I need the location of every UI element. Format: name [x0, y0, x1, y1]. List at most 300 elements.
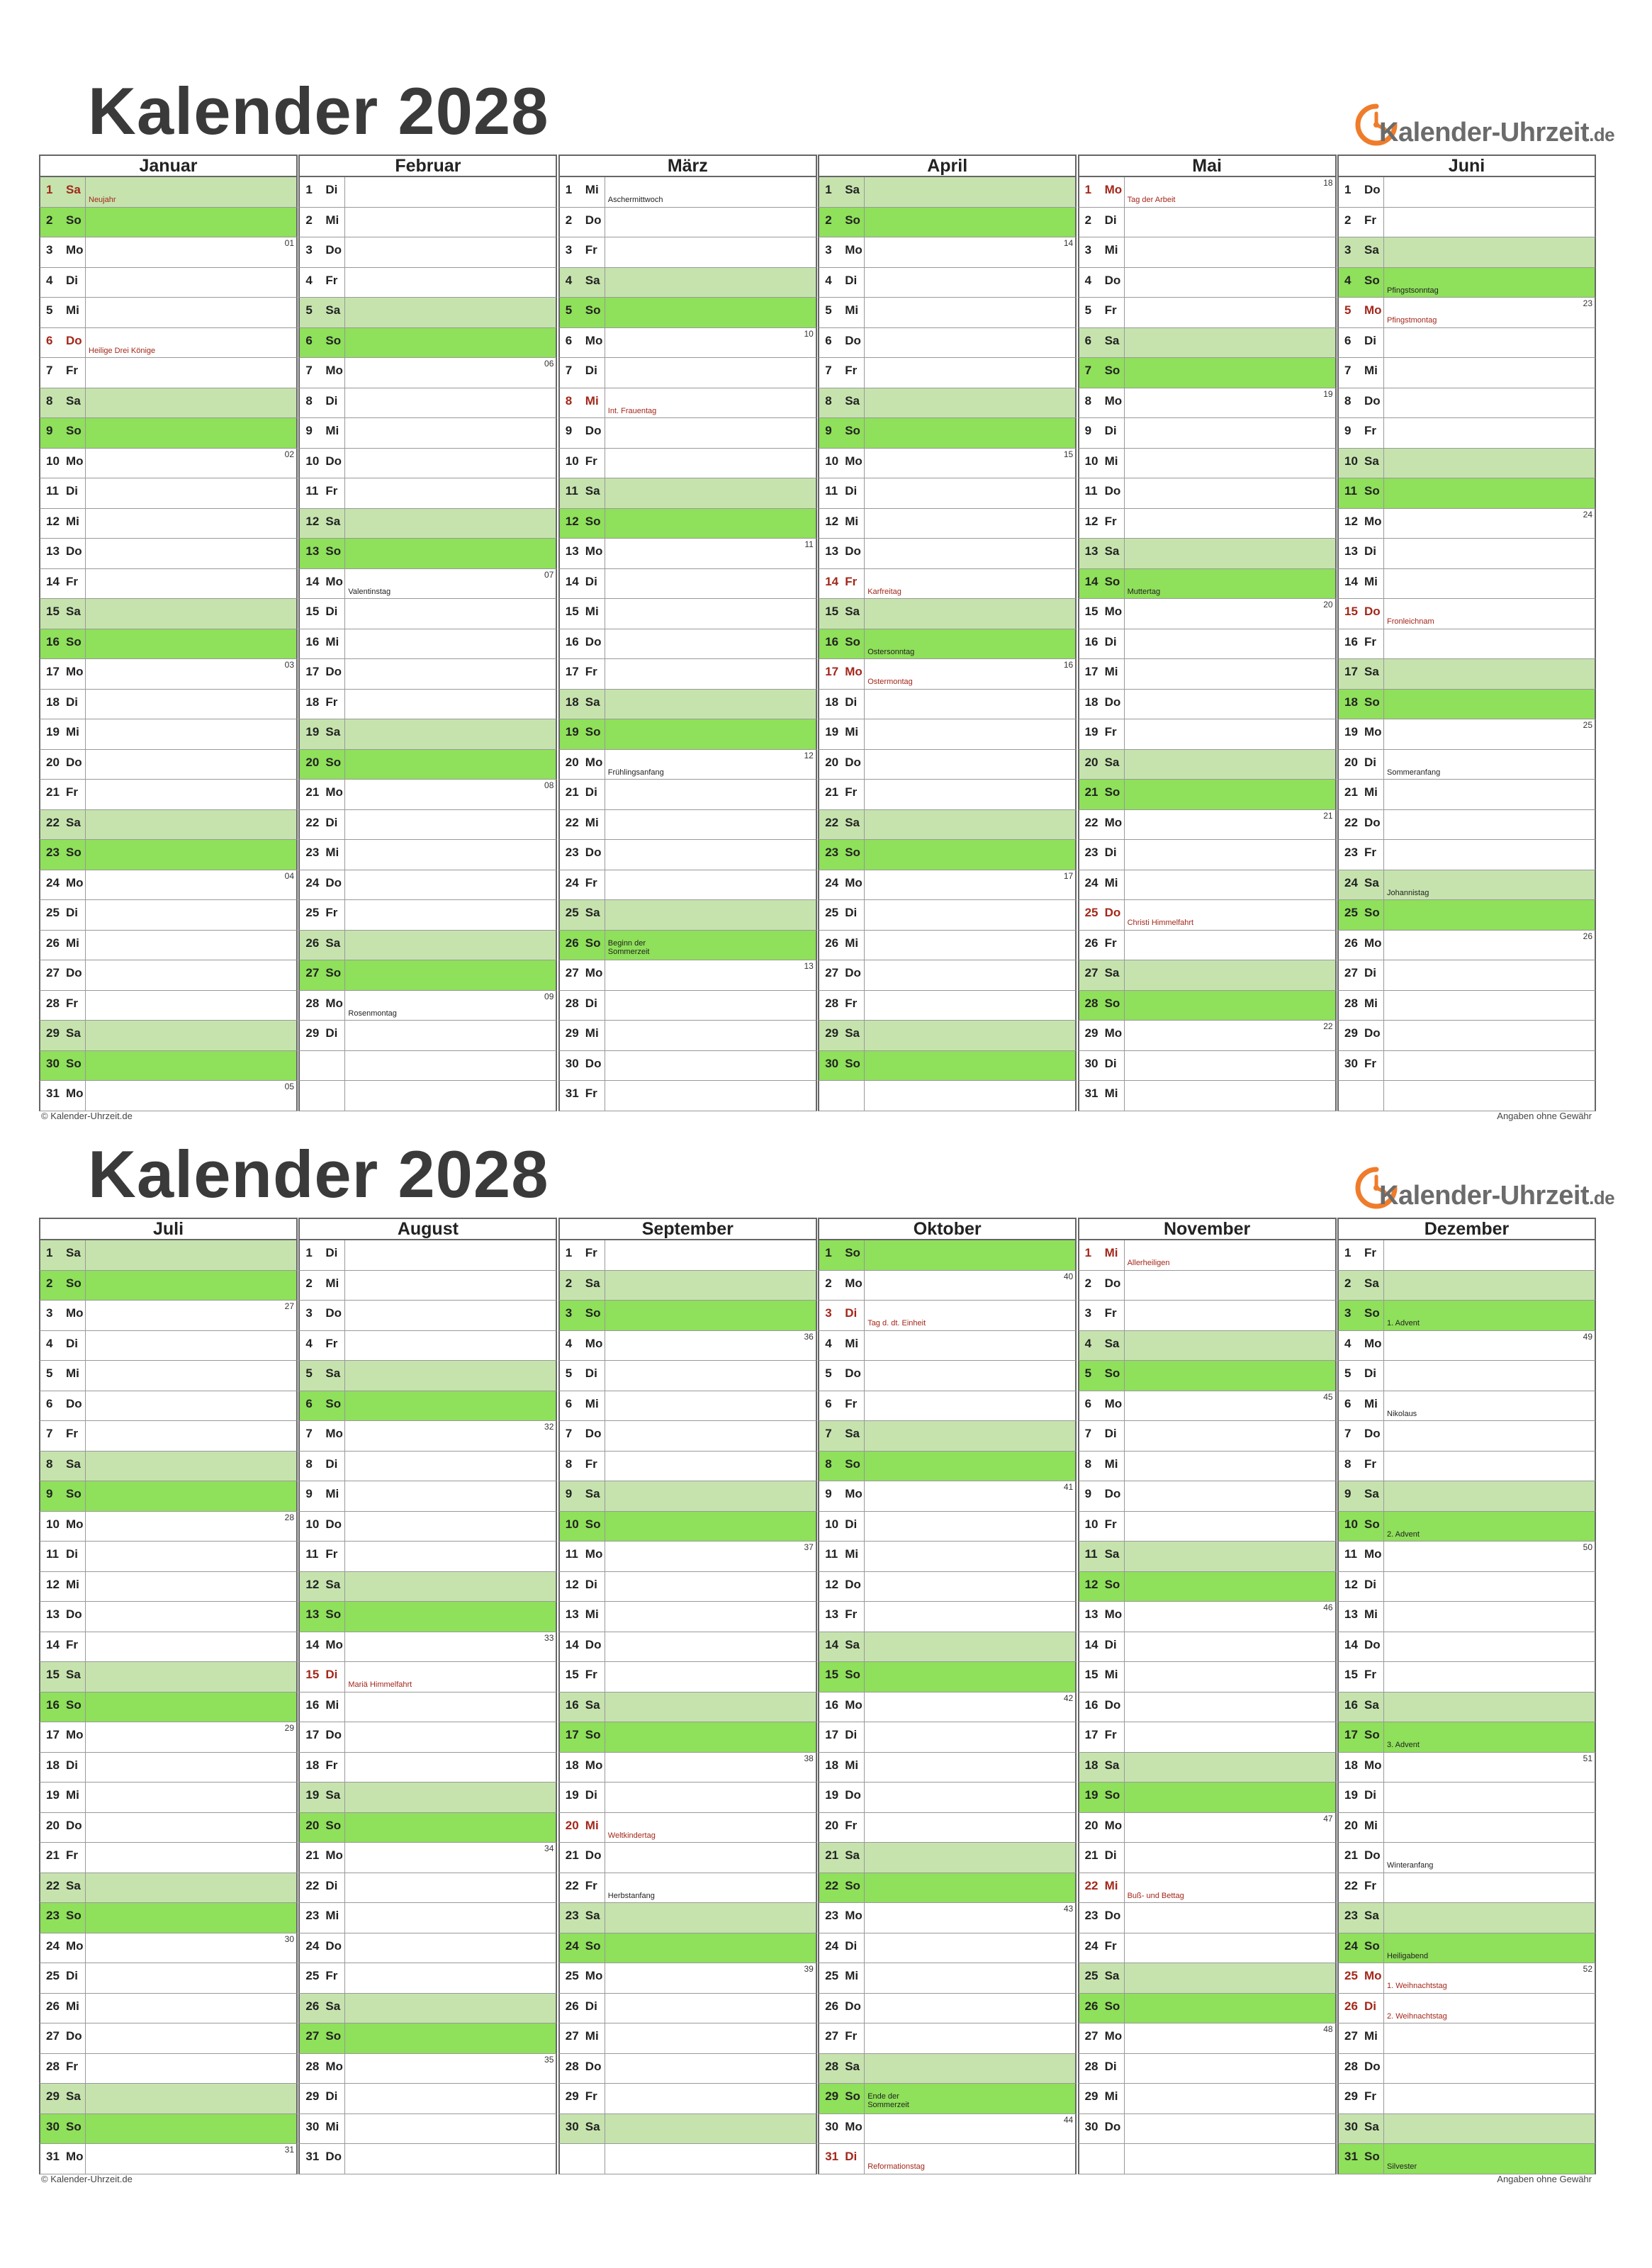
day-row [1078, 478, 1337, 509]
day-row [39, 1813, 298, 1843]
month-column [39, 155, 298, 1111]
day-number: 15 [46, 605, 60, 618]
day-number: 9 [825, 424, 832, 437]
day-row [818, 2054, 1077, 2084]
weekday-label: Mi [66, 1788, 79, 1802]
weekday-label: So [1104, 785, 1120, 799]
weekday-label: Di [1364, 755, 1376, 769]
weekday-label: So [845, 2089, 860, 2103]
day-row [298, 1331, 557, 1362]
day-number: 4 [305, 273, 313, 287]
weekday-label: So [1364, 695, 1380, 709]
day-number: 22 [46, 815, 60, 829]
day-row [298, 449, 557, 479]
day-row [818, 1813, 1077, 1843]
day-number: 2 [1084, 1276, 1092, 1290]
day-number: 12 [565, 1577, 579, 1591]
weekday-label: Sa [585, 1276, 600, 1290]
weekday-label: Di [66, 273, 78, 287]
weekday-label: Di [845, 1938, 858, 1953]
holiday-label: Karfreitag [867, 587, 901, 596]
weekday-label: Do [1104, 484, 1121, 498]
weekday-label: Mi [325, 634, 339, 649]
day-row [1337, 449, 1596, 479]
weekday-label: Di [1364, 1788, 1376, 1802]
weekday-label: Mi [585, 1396, 599, 1410]
weekday-label: Sa [66, 1246, 81, 1259]
holiday-label: Mariä Himmelfahrt [348, 1680, 412, 1689]
weekday-label: Mo [1104, 605, 1123, 618]
weekday-label: Mi [325, 213, 339, 227]
day-row [558, 1421, 817, 1452]
weekday-label: So [325, 1396, 342, 1410]
weekday-label: Do [585, 424, 602, 437]
weekday-label: Di [1364, 1999, 1376, 2013]
day-row [298, 780, 557, 810]
day-row [818, 1452, 1077, 1482]
holiday-label: Weltkindertag [607, 1831, 656, 1840]
copyright-footer: © Kalender-Uhrzeit.de [41, 1111, 133, 1121]
weekday-label: Fr [1104, 936, 1117, 950]
day-row [1337, 1632, 1596, 1663]
weekday-label: Mi [585, 393, 599, 408]
day-number: 30 [825, 1056, 839, 1070]
weekday-label: Fr [585, 243, 597, 257]
day-row [1078, 1240, 1337, 1271]
weekday-label: Mi [845, 1547, 859, 1561]
day-row [558, 750, 817, 780]
week-number: 25 [1583, 720, 1592, 730]
day-row [1337, 1240, 1596, 1271]
weekday-label: Mi [585, 1818, 599, 1832]
weekday-label: Sa [585, 2119, 600, 2133]
month-column [39, 1218, 298, 2174]
day-row [558, 931, 817, 961]
weekday-label: Fr [1364, 424, 1376, 437]
holiday-label: Int. Frauentag [607, 406, 657, 415]
day-row [298, 629, 557, 660]
weekday-label: Sa [66, 1026, 81, 1040]
day-number: 18 [825, 695, 839, 709]
weekday-label: Mi [1364, 574, 1378, 588]
day-number: 17 [825, 1728, 839, 1741]
holiday-label: Fronleichnam [1387, 617, 1434, 626]
day-row [39, 177, 298, 208]
day-number: 22 [1084, 1878, 1098, 1892]
day-row [39, 780, 298, 810]
day-number: 26 [305, 936, 320, 950]
day-number: 1 [1084, 183, 1092, 196]
day-row [558, 991, 817, 1021]
day-row [818, 991, 1077, 1021]
day-number: 14 [305, 574, 320, 588]
day-row [1337, 388, 1596, 419]
week-number: 42 [1063, 1692, 1074, 1703]
day-number: 15 [46, 1668, 60, 1681]
weekday-label: Di [325, 393, 338, 408]
weekday-label: Do [325, 243, 342, 257]
day-number: 25 [305, 906, 320, 919]
weekday-label: Mi [1104, 243, 1118, 257]
week-number: 50 [1583, 1542, 1592, 1552]
weekday-label: Do [845, 1999, 861, 2013]
weekday-label: Sa [585, 1697, 600, 1712]
day-number: 17 [1084, 1728, 1098, 1741]
day-row [39, 870, 298, 901]
calendar-sheet [0, 1063, 1652, 2197]
day-number: 23 [46, 846, 60, 859]
day-row [1337, 810, 1596, 841]
day-number: 27 [825, 2029, 839, 2043]
day-number: 13 [305, 544, 320, 558]
day-number: 1 [1084, 1246, 1092, 1259]
day-number: 3 [1344, 243, 1352, 257]
weekday-label: Fr [1364, 1668, 1376, 1681]
weekday-label: So [585, 1728, 601, 1741]
copyright-footer: © Kalender-Uhrzeit.de [41, 2174, 133, 2184]
day-number: 7 [1084, 364, 1092, 377]
day-row [818, 1903, 1077, 1933]
day-number: 26 [825, 936, 839, 950]
week-number: 24 [1583, 509, 1592, 520]
day-number: 22 [825, 1878, 839, 1892]
day-row [558, 478, 817, 509]
day-row [39, 599, 298, 629]
day-row [39, 298, 298, 328]
day-number: 30 [565, 1056, 579, 1070]
day-number: 31 [305, 2150, 320, 2163]
day-number: 22 [1344, 1878, 1358, 1892]
weekday-label: Mi [1364, 785, 1378, 799]
holiday-label: Ostermontag [867, 678, 913, 686]
day-number: 28 [1084, 2059, 1098, 2073]
day-row [818, 509, 1077, 539]
weekday-label: So [585, 1517, 601, 1531]
week-number: 23 [1583, 298, 1592, 308]
day-number: 30 [1344, 2119, 1358, 2133]
day-number: 25 [46, 906, 60, 919]
day-number: 23 [46, 1909, 60, 1922]
day-number: 13 [825, 544, 839, 558]
day-number: 21 [1344, 785, 1358, 799]
day-row [298, 1753, 557, 1783]
weekday-label: Do [66, 1607, 82, 1621]
weekday-label: Mo [325, 574, 343, 588]
weekday-label: Sa [66, 1456, 81, 1471]
weekday-label: Sa [325, 303, 341, 317]
day-number: 4 [305, 1336, 313, 1350]
day-number: 18 [565, 695, 579, 709]
weekday-label: Mi [325, 2119, 339, 2133]
day-row [298, 2114, 557, 2145]
weekday-label: Fr [1104, 514, 1117, 528]
day-row [1078, 1903, 1337, 1933]
day-number: 18 [1344, 1758, 1358, 1772]
weekday-label: So [1364, 1306, 1380, 1320]
weekday-label: Fr [585, 454, 597, 468]
day-number: 9 [1344, 1487, 1352, 1500]
day-row [558, 1572, 817, 1602]
day-row [818, 539, 1077, 569]
day-number: 6 [825, 333, 832, 347]
day-row [818, 1271, 1077, 1301]
day-row [298, 1240, 557, 1271]
day-row [39, 1572, 298, 1602]
day-number: 28 [565, 996, 579, 1010]
holiday-label: Valentinstag [348, 587, 391, 596]
day-row [298, 1873, 557, 1904]
day-number: 17 [305, 665, 320, 678]
day-number: 13 [46, 1607, 60, 1621]
holiday-label: Pfingstmontag [1387, 316, 1437, 325]
weekday-label: Sa [585, 273, 600, 287]
day-row [298, 418, 557, 449]
day-row [39, 1481, 298, 1512]
day-number: 21 [825, 1848, 839, 1862]
weekday-label: Mi [1104, 1668, 1118, 1681]
day-number: 27 [1084, 966, 1098, 979]
day-number: 24 [1084, 1938, 1098, 1953]
day-row [558, 1271, 817, 1301]
day-row [818, 659, 1077, 690]
holiday-label: Rosenmontag [348, 1009, 397, 1018]
day-number: 29 [305, 1026, 320, 1040]
day-number: 3 [825, 1306, 832, 1320]
day-row [1337, 237, 1596, 268]
day-row [1078, 539, 1337, 569]
day-number: 7 [825, 364, 832, 377]
weekday-label: Mi [1104, 1087, 1118, 1100]
day-number: 27 [565, 2029, 579, 2043]
day-number: 5 [565, 303, 573, 317]
weekday-label: Fr [845, 2029, 858, 2043]
day-row [558, 1813, 817, 1843]
day-row [298, 960, 557, 991]
day-number: 4 [825, 1336, 832, 1350]
day-number: 4 [46, 1336, 53, 1350]
weekday-label: Mo [1364, 303, 1382, 317]
day-row [1078, 1963, 1337, 1994]
week-number: 36 [804, 1331, 814, 1342]
day-row [1337, 1963, 1596, 1994]
day-number: 11 [1084, 1547, 1098, 1561]
day-row [39, 208, 298, 238]
day-number: 25 [565, 906, 579, 919]
weekday-label: Fr [585, 1087, 597, 1100]
weekday-label: Mi [66, 303, 79, 317]
weekday-label: Di [845, 1306, 858, 1320]
day-row [818, 358, 1077, 388]
day-number: 29 [1344, 2089, 1358, 2103]
week-number: 40 [1063, 1271, 1074, 1281]
day-number: 8 [46, 1456, 53, 1471]
day-row [1337, 2023, 1596, 2054]
day-number: 2 [1344, 213, 1352, 227]
weekday-label: Sa [585, 1487, 600, 1500]
day-row [558, 2144, 817, 2174]
weekday-label: Sa [1364, 1487, 1379, 1500]
weekday-label: Do [66, 755, 82, 769]
day-number: 12 [1084, 514, 1098, 528]
day-row [1337, 1391, 1596, 1422]
day-number: 7 [1344, 1427, 1352, 1440]
day-number: 4 [1344, 273, 1352, 287]
day-row [1078, 1783, 1337, 1813]
day-number: 3 [565, 243, 573, 257]
weekday-label: Di [325, 2089, 338, 2103]
day-row [1337, 1572, 1596, 1602]
weekday-label: Mi [325, 1276, 339, 1290]
weekday-label: Di [1104, 1637, 1117, 1651]
day-number: 16 [305, 634, 320, 649]
weekday-label: Mi [1104, 1456, 1118, 1471]
weekday-label: Mi [325, 1697, 339, 1712]
day-row [818, 237, 1077, 268]
holiday-label: Buß- und Bettag [1127, 1891, 1184, 1900]
day-number: 7 [305, 364, 313, 377]
day-row [558, 237, 817, 268]
weekday-label: Mi [1104, 1878, 1118, 1892]
holiday-label: Frühlingsanfang [607, 768, 664, 777]
day-number: 5 [1344, 303, 1352, 317]
day-row [818, 1021, 1077, 1051]
day-number: 16 [565, 1697, 579, 1712]
month-column [558, 1218, 817, 2174]
day-number: 10 [46, 454, 60, 468]
day-number: 10 [46, 1517, 60, 1531]
weekday-label: So [845, 1456, 860, 1471]
holiday-label: Silvester [1387, 2162, 1417, 2171]
day-row [558, 208, 817, 238]
day-number: 23 [1084, 846, 1098, 859]
day-row [1078, 328, 1337, 359]
day-number: 12 [1344, 514, 1358, 528]
day-number: 12 [825, 1577, 839, 1591]
weekday-label: Fr [1104, 1306, 1117, 1320]
weekday-label: Di [1104, 213, 1117, 227]
day-number: 14 [1344, 574, 1358, 588]
weekday-label: Do [585, 1427, 602, 1440]
weekday-label: Mo [66, 2150, 84, 2163]
day-row [1078, 298, 1337, 328]
week-number: 43 [1063, 1904, 1074, 1914]
weekday-label: So [585, 514, 601, 528]
weekday-label: Di [66, 695, 78, 709]
day-number: 3 [305, 1306, 313, 1320]
day-row [818, 719, 1077, 750]
weekday-label: Fr [1104, 303, 1117, 317]
day-row [39, 659, 298, 690]
weekday-label: So [66, 2119, 82, 2133]
weekday-label: Mo [585, 755, 603, 769]
weekday-label: Di [845, 2150, 858, 2163]
day-number: 9 [46, 1487, 53, 1500]
day-number: 11 [565, 484, 578, 498]
day-row [558, 328, 817, 359]
weekday-label: Do [845, 755, 861, 769]
day-number: 5 [46, 303, 53, 317]
day-number: 5 [565, 1366, 573, 1380]
day-number: 7 [825, 1427, 832, 1440]
weekday-label: Mo [845, 2119, 862, 2133]
week-number: 35 [544, 2054, 554, 2065]
weekday-label: Sa [1104, 1969, 1120, 1982]
day-row [818, 1421, 1077, 1452]
weekday-label: Fr [325, 484, 338, 498]
day-number: 18 [1084, 1758, 1098, 1772]
weekday-label: Di [325, 1456, 338, 1471]
weekday-label: Fr [325, 1547, 338, 1561]
holiday-label: Nikolaus [1387, 1409, 1417, 1418]
day-row [818, 1843, 1077, 1873]
day-number: 31 [1084, 1087, 1098, 1100]
weekday-label: Mo [325, 2059, 343, 2073]
day-number: 7 [565, 364, 573, 377]
day-row [818, 1481, 1077, 1512]
day-row [1337, 539, 1596, 569]
day-number: 15 [305, 1668, 320, 1681]
weekday-label: Mi [845, 936, 859, 950]
day-row [298, 569, 557, 600]
day-number: 25 [565, 1969, 579, 1982]
day-row [1337, 2054, 1596, 2084]
week-number: 20 [1323, 600, 1333, 610]
weekday-label: So [325, 1607, 342, 1621]
weekday-label: Mi [325, 424, 339, 437]
day-number: 8 [825, 1456, 832, 1471]
day-number: 24 [305, 1938, 320, 1953]
day-row [1078, 509, 1337, 539]
weekday-label: Do [1364, 183, 1381, 196]
day-number: 23 [825, 846, 839, 859]
weekday-label: So [66, 1276, 82, 1290]
day-row [1337, 1481, 1596, 1512]
weekday-label: Di [845, 1517, 858, 1531]
weekday-label: Mi [1104, 875, 1118, 889]
week-number: 19 [1323, 388, 1333, 399]
weekday-label: Do [66, 1396, 82, 1410]
weekday-label: Mo [1104, 1607, 1123, 1621]
weekday-label: Mo [325, 1427, 343, 1440]
day-number: 19 [1344, 1788, 1358, 1802]
day-row [298, 539, 557, 569]
holiday-label: Sommeranfang [1387, 768, 1441, 777]
day-row [818, 960, 1077, 991]
weekday-label: Mo [325, 996, 343, 1010]
weekday-label: So [325, 544, 342, 558]
holiday-label: Neujahr [89, 196, 116, 204]
weekday-label: So [585, 1938, 601, 1953]
weekday-label: Di [1364, 544, 1376, 558]
day-row [1337, 1783, 1596, 1813]
week-number: 34 [544, 1843, 554, 1853]
weekday-label: Fr [66, 785, 78, 799]
day-number: 25 [1084, 1969, 1098, 1982]
day-number: 8 [1084, 1456, 1092, 1471]
weekday-label: Do [1104, 2119, 1121, 2133]
day-row [1078, 358, 1337, 388]
weekday-label: Mi [845, 1336, 859, 1350]
weekday-label: So [1104, 1577, 1120, 1591]
day-number: 11 [305, 1547, 319, 1561]
day-number: 17 [46, 665, 60, 678]
day-row [298, 177, 557, 208]
day-number: 23 [825, 1909, 839, 1922]
day-number: 3 [1084, 243, 1092, 257]
weekday-label: Do [1104, 695, 1121, 709]
weekday-label: Fr [66, 364, 78, 377]
day-row [39, 2054, 298, 2084]
